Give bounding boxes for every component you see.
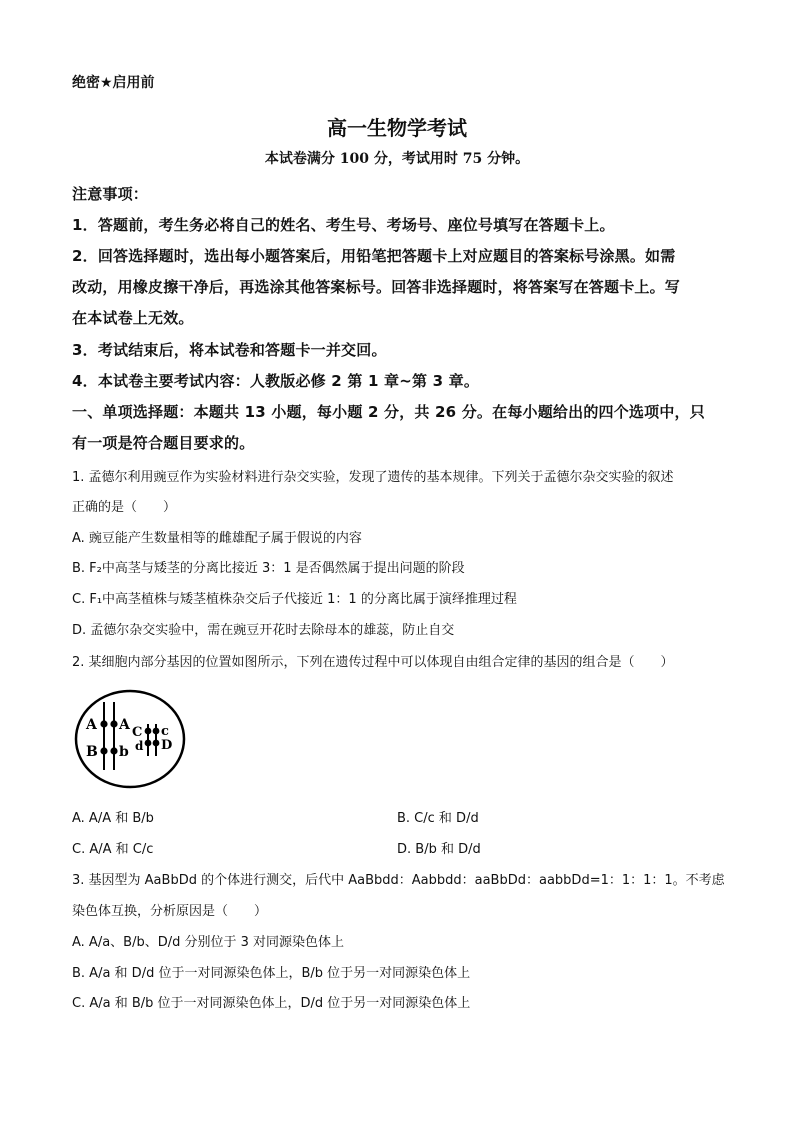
note-item-2-line-2: 改动，用橡皮擦干净后，再选涂其他答案标号。回答非选择题时，将答案写在答题卡上。写	[72, 278, 681, 296]
note-item-2-line-3: 在本试卷上无效。	[72, 309, 194, 327]
q3-option-a: A. A/a、B/b、D/d 分别位于 3 对同源染色体上	[72, 935, 345, 950]
q2-option-a: A. A/A 和 B/b	[72, 811, 154, 826]
q1-option-b: B. F₂中高茎与矮茎的分离比接近 3：1 是否偶然属于提出问题的阶段	[72, 561, 465, 576]
gene-label-C-left: C	[132, 725, 143, 740]
note-item-4: 4．本试卷主要考试内容：人教版必修 2 第 1 章~第 3 章。	[72, 372, 480, 390]
q1-option-d: D. 孟德尔杂交实验中，需在豌豆开花时去除母本的雄蕊，防止自交	[72, 623, 455, 638]
q3-option-b: B. A/a 和 D/d 位于一对同源染色体上，B/b 位于另一对同源染色体上	[72, 966, 471, 981]
q1-stem-line-2: 正确的是（ ）	[72, 500, 177, 515]
q2-option-d: D. B/b 和 D/d	[397, 842, 481, 857]
section-heading-line-1: 一、单项选择题：本题共 13 小题，每小题 2 分，共 26 分。在每小题给出的四个选项中，只	[72, 403, 705, 421]
page-title: 高一生物学考试	[327, 116, 467, 140]
exam-subtitle: 本试卷满分 100 分，考试用时 75 分钟。	[264, 151, 530, 167]
q2-stem: 2. 某细胞内部分基因的位置如图所示，下列在遗传过程中可以体现自由组合定律的基因的组合是（ ）	[72, 655, 674, 670]
note-item-3: 3．考试结束后，将本试卷和答题卡一并交回。	[72, 341, 387, 359]
q3-stem-line-2: 染色体互换，分析原因是（ ）	[72, 904, 268, 919]
q1-stem-line-1: 1. 孟德尔利用豌豆作为实验材料进行杂交实验，发现了遗传的基本规律。下列关于孟德尔杂交实验的叙述	[72, 470, 674, 485]
gene-label-A-left: A	[86, 717, 97, 733]
gene-label-c-right: c	[161, 724, 169, 739]
gene-label-A-right: A	[119, 717, 130, 733]
q1-option-a: A. 豌豆能产生数量相等的雌雄配子属于假说的内容	[72, 531, 362, 546]
gene-label-d-left: d	[135, 739, 144, 753]
secret-mark: 绝密★启用前	[72, 75, 155, 91]
cell-gene-diagram	[74, 688, 186, 790]
gene-label-b-right: b	[119, 744, 129, 760]
gene-label-D-right: D	[161, 738, 173, 753]
notes-heading: 注意事项：	[72, 185, 149, 203]
q3-stem-line-1: 3. 基因型为 AaBbDd 的个体进行测交，后代中 AaBbdd：Aabbdd：aaBbDd：aabbDd=1：1：1：1。不考虑	[72, 873, 725, 888]
q1-option-c: C. F₁中高茎植株与矮茎植株杂交后子代接近 1：1 的分离比属于演绎推理过程	[72, 592, 517, 607]
q2-option-b: B. C/c 和 D/d	[397, 811, 479, 826]
section-heading-line-2: 有一项是符合题目要求的。	[72, 434, 255, 452]
q3-option-c: C. A/a 和 B/b 位于一对同源染色体上，D/d 位于另一对同源染色体上	[72, 996, 471, 1011]
q2-option-c: C. A/A 和 C/c	[72, 842, 154, 857]
gene-label-B-left: B	[86, 744, 98, 760]
note-item-1: 1．答题前，考生务必将自己的姓名、考生号、考场号、座位号填写在答题卡上。	[72, 216, 615, 234]
note-item-2-line-1: 2．回答选择题时，选出每小题答案后，用铅笔把答题卡上对应题目的答案标号涂黑。如需	[72, 247, 676, 265]
